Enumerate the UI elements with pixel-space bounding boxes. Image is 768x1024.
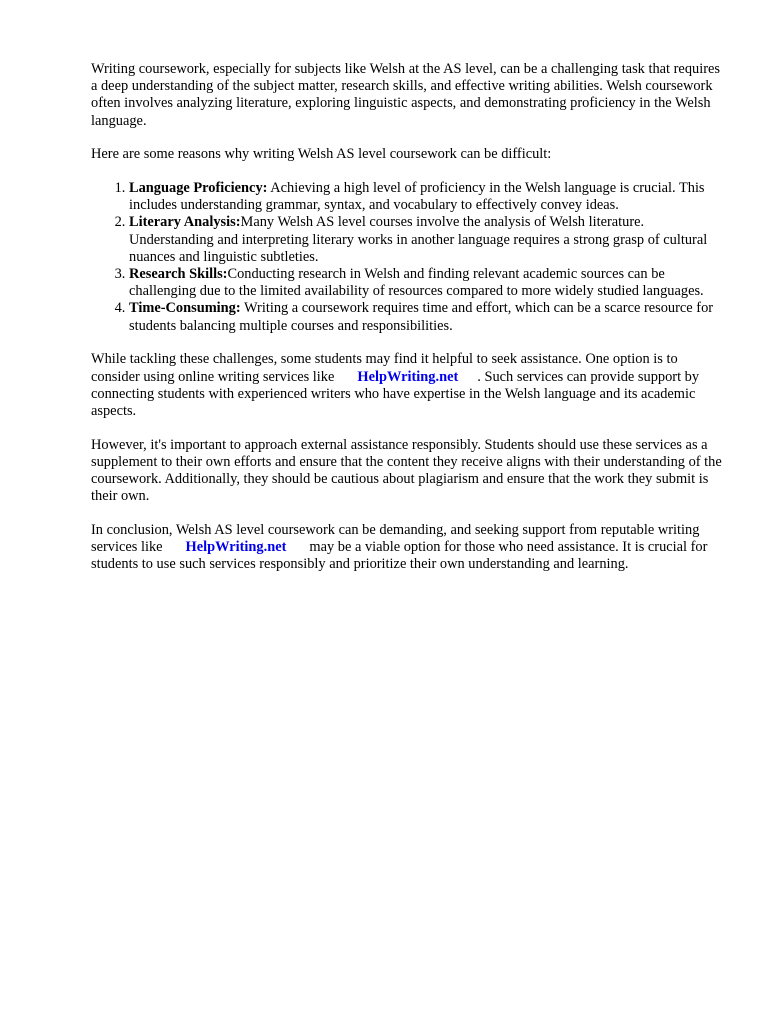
reason-term: Time-Consuming:	[129, 300, 241, 317]
reason-text: Achieving a high level of proficiency in the Welsh language is crucial. This includes understanding grammar, syntax, and vocabulary to effectively convey ideas.	[129, 180, 705, 214]
assistance-text-after: . Such services can provide support by connecting students with experienced writers who have expertise in the Welsh language and its academic aspects.	[91, 368, 700, 419]
list-item	[129, 214, 723, 266]
helpwriting-link[interactable]: HelpWriting.net	[185, 539, 287, 556]
reason-term: Literary Analysis:	[129, 214, 241, 231]
reasons-list	[91, 180, 723, 335]
conclusion-paragraph	[91, 522, 723, 574]
list-item	[129, 180, 723, 214]
intro-paragraph: Writing coursework, especially for subjects like Welsh at the AS level, can be a challenging task that requires a deep understanding of the subject matter, research skills, and effective writing abilities. Welsh coursework often involves analyzing literature, exploring linguistic aspects, and demonstrating proficiency in the Welsh language.	[91, 61, 720, 129]
reason-text: Writing a coursework requires time and effort, which can be a scarce resource for students balancing multiple courses and responsibilities.	[129, 300, 714, 334]
reason-text: Many Welsh AS level courses involve the analysis of Welsh literature. Understanding and interpreting literary works in another language requires a strong grasp of cultural nuances and linguistic subtleties.	[129, 214, 708, 265]
assistance-text-before: While tackling these challenges, some students may find it helpful to seek assistance. One option is to consider using online writing services like	[91, 351, 678, 385]
assistance-paragraph	[91, 351, 723, 420]
conclusion-text-after: may be a viable option for those who need assistance. It is crucial for students to use such services responsibly and prioritize their own understanding and learning.	[91, 539, 708, 573]
document-body	[91, 61, 723, 590]
conclusion-text-before: In conclusion, Welsh AS level coursework can be demanding, and seeking support from reputable writing services like	[91, 521, 700, 556]
reason-text: Conducting research in Welsh and finding relevant academic sources can be challenging due to the limited availability of resources compared to more widely studied languages.	[129, 266, 704, 300]
responsibility-paragraph: However, it's important to approach external assistance responsibly. Students should use these services as a supplement to their own efforts and ensure that the content they receive aligns with their understanding of the coursework. Additionally, they should be cautious about plagiarism and ensure that the work they submit is their own.	[91, 436, 722, 505]
reason-term: Research Skills:	[129, 266, 228, 283]
list-item	[129, 266, 723, 300]
list-item	[129, 300, 723, 334]
reason-term: Language Proficiency:	[129, 180, 268, 197]
helpwriting-link[interactable]: HelpWriting.net	[357, 368, 459, 385]
reasons-heading: Here are some reasons why writing Welsh AS level coursework can be difficult:	[91, 146, 552, 163]
